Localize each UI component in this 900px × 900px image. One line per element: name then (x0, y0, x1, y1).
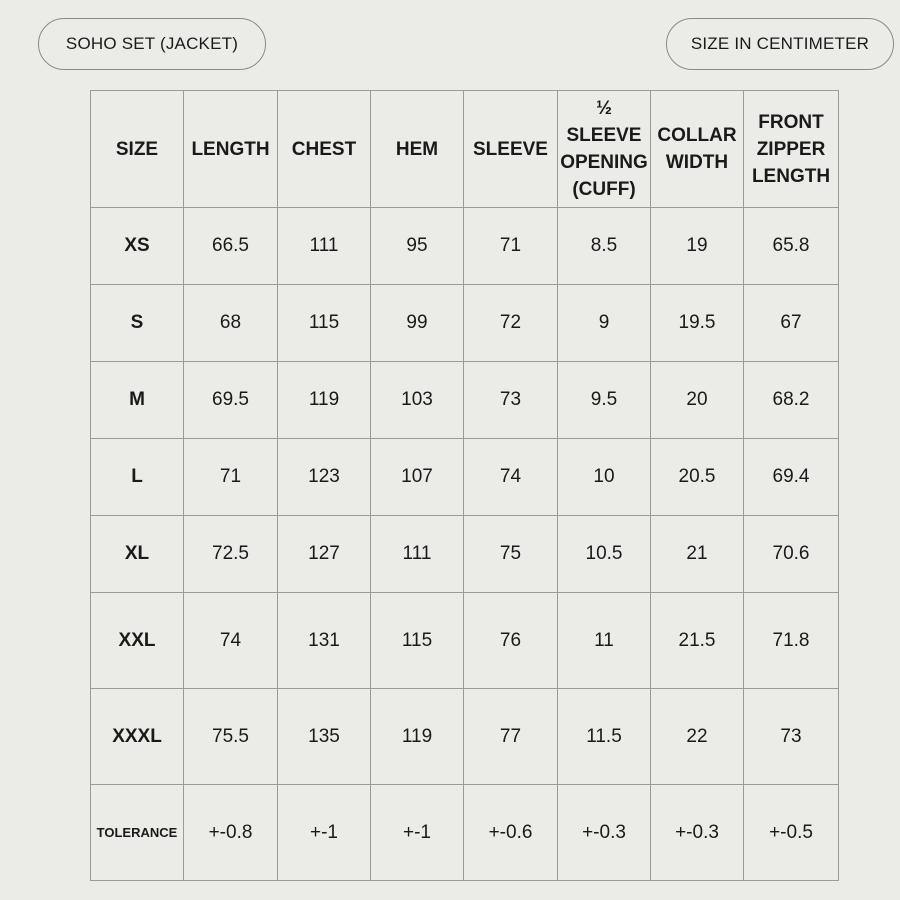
measurement-cell: 71 (184, 439, 278, 516)
table-row (91, 785, 839, 881)
size-chart-table (90, 90, 839, 881)
product-name-label: SOHO SET (JACKET) (38, 18, 266, 70)
measurement-cell: 111 (371, 516, 464, 593)
measurement-cell: 8.5 (558, 208, 651, 285)
measurement-cell: 111 (278, 208, 371, 285)
measurement-cell: 95 (371, 208, 464, 285)
measurement-cell: 67 (744, 285, 839, 362)
measurement-cell: 72 (464, 285, 558, 362)
header-collar-width: COLLAR WIDTH (651, 91, 744, 208)
table-row (91, 593, 839, 689)
table-row (91, 362, 839, 439)
measurement-cell: 66.5 (184, 208, 278, 285)
header-row (91, 91, 839, 208)
measurement-cell: 99 (371, 285, 464, 362)
header-sleeve: SLEEVE (464, 91, 558, 208)
header-size: SIZE (91, 91, 184, 208)
measurement-cell: 75 (464, 516, 558, 593)
header-length: LENGTH (184, 91, 278, 208)
measurement-cell: 21.5 (651, 593, 744, 689)
measurement-cell: 20.5 (651, 439, 744, 516)
measurement-cell: 19.5 (651, 285, 744, 362)
header-sleeve-opening: ½ SLEEVE OPENING (CUFF) (558, 91, 651, 208)
measurement-cell: 20 (651, 362, 744, 439)
measurement-cell: 103 (371, 362, 464, 439)
measurement-cell: 74 (184, 593, 278, 689)
measurement-cell: 107 (371, 439, 464, 516)
measurement-cell: 72.5 (184, 516, 278, 593)
measurement-cell: 115 (278, 285, 371, 362)
size-cell: XXXL (91, 689, 184, 785)
measurement-cell: 71 (464, 208, 558, 285)
size-cell: L (91, 439, 184, 516)
measurement-cell: 22 (651, 689, 744, 785)
size-cell: S (91, 285, 184, 362)
measurement-cell: 69.5 (184, 362, 278, 439)
table-row (91, 516, 839, 593)
measurement-cell: +-0.3 (558, 785, 651, 881)
measurement-cell: 119 (278, 362, 371, 439)
measurement-cell: 68 (184, 285, 278, 362)
measurement-cell: 11 (558, 593, 651, 689)
measurement-cell: +-0.6 (464, 785, 558, 881)
measurement-cell: 9 (558, 285, 651, 362)
measurement-cell: 127 (278, 516, 371, 593)
measurement-cell: 115 (371, 593, 464, 689)
size-cell: TOLERANCE (91, 785, 184, 881)
measurement-cell: 135 (278, 689, 371, 785)
measurement-cell: 74 (464, 439, 558, 516)
measurement-cell: 119 (371, 689, 464, 785)
measurement-cell: 10 (558, 439, 651, 516)
measurement-cell: 11.5 (558, 689, 651, 785)
measurement-cell: 19 (651, 208, 744, 285)
measurement-cell: 131 (278, 593, 371, 689)
measurement-cell: 65.8 (744, 208, 839, 285)
header-hem: HEM (371, 91, 464, 208)
table-row (91, 689, 839, 785)
size-cell: XXL (91, 593, 184, 689)
header-chest: CHEST (278, 91, 371, 208)
measurement-cell: +-1 (278, 785, 371, 881)
table-row (91, 285, 839, 362)
measurement-cell: 71.8 (744, 593, 839, 689)
header-front-zipper-length: FRONT ZIPPER LENGTH (744, 91, 839, 208)
measurement-cell: 73 (464, 362, 558, 439)
size-cell: XL (91, 516, 184, 593)
measurement-cell: 9.5 (558, 362, 651, 439)
table-row (91, 208, 839, 285)
measurement-cell: 77 (464, 689, 558, 785)
measurement-cell: 10.5 (558, 516, 651, 593)
measurement-cell: 73 (744, 689, 839, 785)
table-row (91, 439, 839, 516)
measurement-cell: +-1 (371, 785, 464, 881)
measurement-cell: 68.2 (744, 362, 839, 439)
size-cell: XS (91, 208, 184, 285)
measurement-cell: 76 (464, 593, 558, 689)
measurement-cell: 69.4 (744, 439, 839, 516)
measurement-cell: +-0.3 (651, 785, 744, 881)
measurement-cell: +-0.5 (744, 785, 839, 881)
measurement-cell: 21 (651, 516, 744, 593)
measurement-cell: 123 (278, 439, 371, 516)
measurement-cell: 70.6 (744, 516, 839, 593)
size-cell: M (91, 362, 184, 439)
unit-label: SIZE IN CENTIMETER (666, 18, 894, 70)
measurement-cell: 75.5 (184, 689, 278, 785)
measurement-cell: +-0.8 (184, 785, 278, 881)
